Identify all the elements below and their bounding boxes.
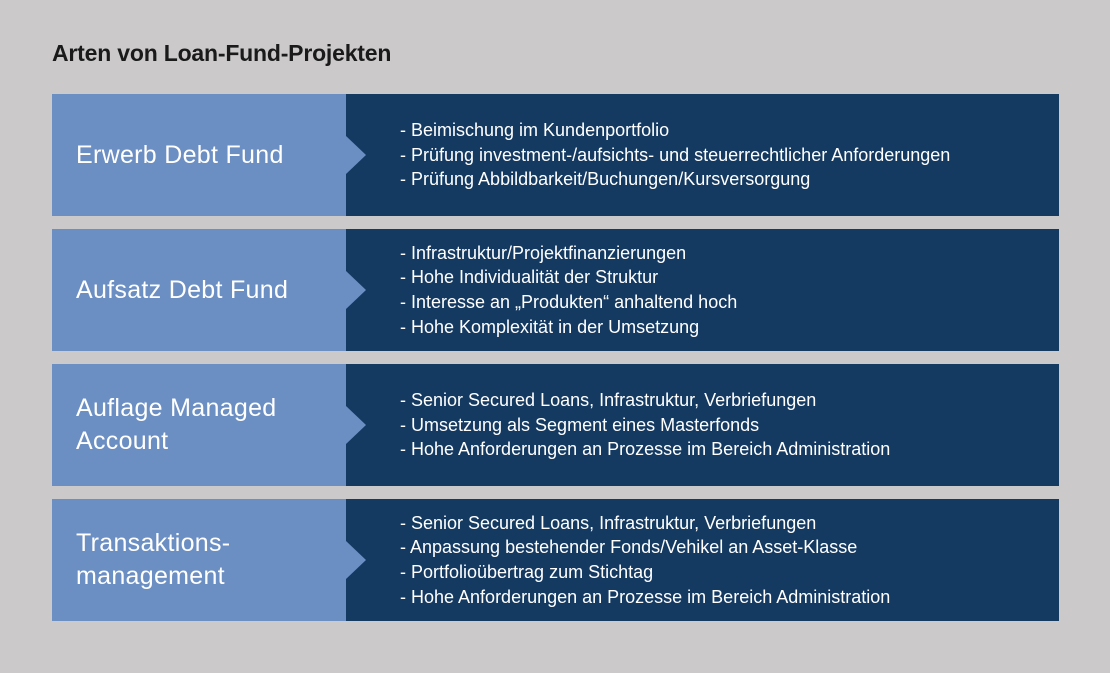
row-label: Auflage Managed Account [76, 394, 277, 455]
row-content-box [346, 364, 1059, 486]
row-label: Erwerb Debt Fund [76, 140, 284, 169]
row-content-box [346, 499, 1059, 621]
row-label: Aufsatz Debt Fund [76, 275, 289, 304]
bullet-item: - Beimischung im Kundenportfolio [400, 120, 670, 141]
bullet-item: - Hohe Komplexität in der Umsetzung [400, 316, 700, 337]
project-type-row-aufsatz [52, 229, 1059, 351]
bullet-item: - Infrastruktur/Projektfinanzierungen [400, 242, 687, 263]
row-label-box [52, 94, 346, 216]
project-type-row-auflage [52, 364, 1059, 486]
row-label-box [52, 229, 346, 351]
bullet-list [400, 388, 890, 462]
bullet-item: - Umsetzung als Segment eines Masterfonds [400, 414, 760, 435]
bullet-item: - Portfolioübertrag zum Stichtag [400, 562, 654, 582]
bullet-item: - Hohe Anforderungen an Prozesse im Bereich Administration [400, 586, 891, 607]
bullet-item: - Hohe Individualität der Struktur [400, 267, 659, 288]
bullet-item: - Interesse an „Produkten“ anhaltend hoch [400, 292, 738, 312]
row-content-box [346, 94, 1059, 216]
row-label-box [52, 364, 346, 486]
bullet-item: - Anpassung bestehender Fonds/Vehikel an Asset-Klasse [400, 537, 858, 558]
arrow-pointer-icon [346, 271, 366, 309]
arrow-pointer-icon [346, 406, 366, 444]
bullet-item: - Senior Secured Loans, Infrastruktur, Verbriefungen [400, 512, 817, 533]
bullet-list [400, 511, 890, 609]
arrow-pointer-icon [346, 136, 366, 174]
bullet-item: - Senior Secured Loans, Infrastruktur, Verbriefungen [400, 390, 817, 411]
row-label-box [52, 499, 346, 621]
page-title: Arten von Loan-Fund-Projekten [52, 40, 392, 66]
bullet-list [400, 118, 950, 192]
bullet-item: - Prüfung Abbildbarkeit/Buchungen/Kursversorgung [400, 169, 811, 190]
bullet-item: - Prüfung investment-/aufsichts- und steuerrechtlicher Anforderungen [400, 144, 951, 165]
row-content-box [346, 229, 1059, 351]
project-type-row-erwerb [52, 94, 1059, 216]
arrow-pointer-icon [346, 541, 366, 579]
bullet-list [400, 241, 737, 339]
bullet-item: - Hohe Anforderungen an Prozesse im Bereich Administration [400, 439, 891, 460]
row-label: Transaktions- management [76, 529, 231, 590]
project-type-row-transaktion [52, 499, 1059, 621]
project-types-list [52, 94, 1059, 634]
